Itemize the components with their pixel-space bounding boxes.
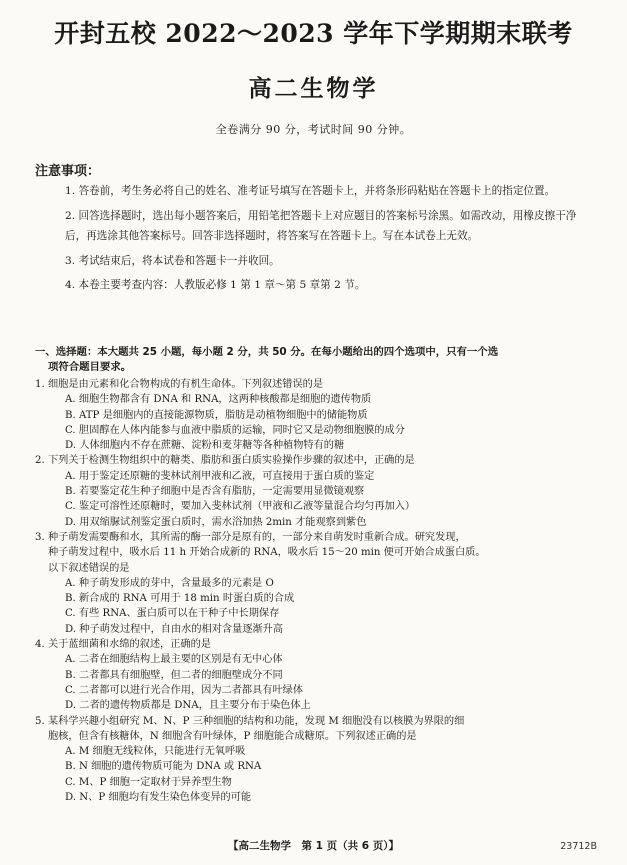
question-stem-line: 3. 种子萌发需要酶和水，其所需的酶一部分是原有的，一部分来自萌发时重新合成。研究发现， <box>35 531 466 543</box>
question-stem-line: 以下叙述错误的是 <box>48 562 130 574</box>
question-stem <box>35 530 600 576</box>
question-stem-line: 5. 某科学兴趣小组研究 M、N、P 三种细胞的结构和功能，发现 M 细胞没有以核膜为界限的细 <box>35 715 465 727</box>
option-b: B. 新合成的 RNA 可用于 18 min 时蛋白质的合成 <box>65 593 295 605</box>
option-d: D. 二者的遗传物质都是 DNA，且主要分布于染色体上 <box>65 700 311 712</box>
question-stem <box>35 637 600 652</box>
question-list <box>35 377 600 805</box>
page-footer <box>0 838 627 853</box>
question-5 <box>35 714 600 806</box>
section-heading <box>35 345 595 375</box>
section-heading-line1: 一、选择题：本大题共 25 小题，每小题 2 分，共 50 分。在每小题给出的四个选项中，只有一个选 <box>35 346 499 358</box>
option-a: A. M 细胞无线粒体，只能进行无氧呼吸 <box>65 746 246 758</box>
option-a: A. 种子萌发形成的芽中，含量最多的元素是 O <box>65 577 274 589</box>
option-b: B. 若要鉴定花生种子细胞中是否含有脂肪，一定需要用显微镜观察 <box>65 486 365 498</box>
option-a: A. 用于鉴定还原糖的斐林试剂甲液和乙液，可直接用于蛋白质的鉴定 <box>65 470 375 482</box>
option-a: A. 细胞生物都含有 DNA 和 RNA，这两种核酸都是细胞的遗传物质 <box>65 394 372 406</box>
question-stem <box>35 377 600 392</box>
notice-item: 4. 本卷主要考查内容：人教版必修 1 第 1 章～第 5 章第 2 节。 <box>65 279 366 291</box>
question-1 <box>35 377 600 453</box>
option-c: C. 鉴定可溶性还原糖时，要加入斐林试剂（甲液和乙液等量混合均匀再加入） <box>65 501 416 513</box>
option-b: B. 二者都具有细胞壁，但二者的细胞壁成分不同 <box>65 669 283 681</box>
option-c: C. 有些 RNA、蛋白质可以在干种子中长期保存 <box>65 608 280 620</box>
question-stem <box>35 453 600 468</box>
option-a: A. 二者在细胞结构上最主要的区别是有无中心体 <box>65 654 283 666</box>
question-stem-line: 种子萌发过程中，吸水后 11 h 开始合成新的 RNA，吸水后 15～20 min 便可开始合成蛋白质。 <box>48 547 486 559</box>
option-d: D. 用双缩脲试剂鉴定蛋白质时，需水浴加热 2min 才能观察到紫色 <box>65 516 367 528</box>
question-stem-line: 1. 细胞是由元素和化合物构成的有机生命体。下列叙述错误的是 <box>35 379 324 390</box>
option-d: D. 种子萌发过程中，自由水的相对含量逐渐升高 <box>65 623 284 635</box>
option-d: D. 人体细胞内不存在蔗糖、淀粉和麦芽糖等各种植物特有的糖 <box>65 440 345 452</box>
question-4 <box>35 637 600 713</box>
section-heading-line2: 项符合题目要求。 <box>48 361 132 373</box>
notice-heading: 注意事项： <box>35 164 101 179</box>
notice-item: 2. 回答选择题时，选出每小题答案后，用铅笔把答题卡上对应题目的答案标号涂黑。如需改动，用橡皮擦干净后，再选涂其他答案标号。回答非选择题时，将答案写在答题卡上。写在本试卷上无效。 <box>65 209 577 242</box>
score-line: 全卷满分 90 分，考试时间 90 分钟。 <box>215 123 412 136</box>
option-b: B. ATP 是细胞内的直接能源物质，脂肪是动植物细胞中的储能物质 <box>65 409 368 421</box>
notice-item: 3. 考试结束后，将本试卷和答题卡一并收回。 <box>65 254 280 267</box>
notice-item: 1. 答卷前，考生务必将自己的姓名、准考证号填写在答题卡上，并将条形码粘贴在答题卡上的指定位置。 <box>65 185 556 197</box>
footer-text: 【高二生物学 第 1 页（共 6 页）】 <box>228 840 399 852</box>
question-stem <box>35 714 600 745</box>
question-stem-line: 2. 下列关于检测生物组织中的糖类、脂肪和蛋白质实验操作步骤的叙述中，正确的是 <box>35 455 415 467</box>
question-stem-line: 4. 关于蓝细菌和水绵的叙述，正确的是 <box>35 639 211 651</box>
option-c: C. 二者都可以进行光合作用，因为二者都具有叶绿体 <box>65 684 304 696</box>
exam-title: 开封五校 2022～2023 学年下学期期末联考 <box>54 19 573 48</box>
question-3 <box>35 530 600 637</box>
option-c: C. M、P 细胞一定取材于异养型生物 <box>65 776 232 788</box>
option-b: B. N 细胞的遗传物质可能为 DNA 或 RNA <box>65 761 262 773</box>
option-d: D. N、P 细胞均有发生染色体变异的可能 <box>65 792 252 804</box>
option-c: C. 胆固醇在人体内能参与血液中脂质的运输，同时它又是动物细胞膜的成分 <box>65 424 405 436</box>
question-stem-line: 胞核，但含有核糖体，N 细胞含有叶绿体，P 细胞能合成糖原。下列叙述正确的是 <box>48 730 417 742</box>
notice-list <box>65 181 595 300</box>
subject-title: 高二生物学 <box>248 76 379 102</box>
question-2 <box>35 453 600 529</box>
paper-code: 23712B <box>560 841 597 852</box>
